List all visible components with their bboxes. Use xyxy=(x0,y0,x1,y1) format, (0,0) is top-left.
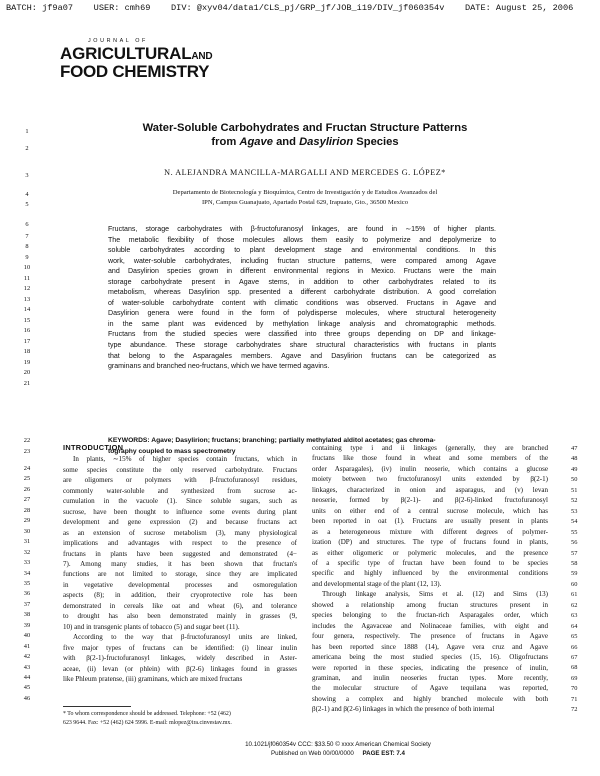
footer-published: Published on Web 00/00/0000 xyxy=(271,749,354,757)
line-number: 53 xyxy=(571,507,578,515)
batch-header-line: BATCH: jf9a07 USER: cmh69 DIV: @xyv04/data1/CLS_pj/GRP_jf/JOB_i19/DIV_jf060354v DATE: August 25, 2006 xyxy=(6,3,574,13)
body-line: aceae, (ii) levan (or phlein) with β(2-6) linkages found in grasses xyxy=(63,664,297,673)
left-column-text xyxy=(63,454,297,684)
line-number: 34 xyxy=(23,569,31,577)
body-line: and developmental stage of the plant (12, 13). xyxy=(312,579,442,588)
abstract-line: The metabolic flexibility of those molecules allows them easily to polymerize and depolymerize to xyxy=(108,236,496,244)
line-number: 7 xyxy=(25,233,29,240)
body-line: as either oligomeric or polymeric molecules, and the presence xyxy=(312,548,548,557)
line-number: 45 xyxy=(23,684,31,692)
line-number: 27 xyxy=(23,496,31,504)
abstract-line: of water-soluble carbohydrate content with climatic conditions was observed. Fructans in Agave and xyxy=(108,299,496,307)
body-line: fructans like those found in wheat and some members of the xyxy=(312,454,548,463)
line-number: 35 xyxy=(23,579,31,587)
body-line: units on either end of a central sucrose molecule, which has xyxy=(312,506,548,515)
title-and: and xyxy=(272,136,300,148)
title-pre: from xyxy=(211,136,240,148)
body-line: development and gene expression (2) and because fructans act xyxy=(63,518,297,527)
line-number: 61 xyxy=(571,591,578,599)
abstract-line: that belong to the Asparagales members. Agave and Dasylirion fructans can be categorized as xyxy=(108,352,496,360)
line-number: 55 xyxy=(571,528,578,536)
footer-doi-line: 10.1021/jf060354v CCC: $33.50 © xxxx American Chemical Society xyxy=(245,741,431,748)
body-line: 10) and in transgenic plants of tobacco (5) and sugar beet (11). xyxy=(63,622,240,631)
journal-logo xyxy=(60,39,212,80)
line-number: 11 xyxy=(23,275,31,282)
line-number: 24 xyxy=(23,465,31,472)
line-number: 40 xyxy=(23,632,31,640)
abstract-line: Fructans, storage carbohydrates with β-fructofuranosyl linkages, are found in ∼15% of higher plants. xyxy=(108,226,496,233)
body-line: the molecular structure of Agave tequilana was reported, xyxy=(312,684,548,693)
line-number: 36 xyxy=(23,590,31,598)
line-number: 52 xyxy=(571,497,578,505)
title-post: Species xyxy=(353,136,399,148)
line-number: 65 xyxy=(571,633,578,641)
line-number: 3 xyxy=(25,172,29,179)
line-number: 56 xyxy=(571,539,578,547)
body-line: moiety between two fructofuranosyl units extended by β(2-1) xyxy=(312,475,548,484)
body-line: includes the Agavaceae and Nolinaceae families, with eight and xyxy=(312,621,548,630)
line-number: 26 xyxy=(23,485,31,493)
introduction-heading: INTRODUCTION xyxy=(63,443,124,452)
line-number: 1 xyxy=(25,128,29,135)
title-line1: Water-Soluble Carbohydrates and Fructan Structure Patterns xyxy=(142,122,468,134)
body-line: linkages, characterized in onion and asparagus, and (v) levan xyxy=(312,485,548,494)
line-number: 13 xyxy=(23,296,31,303)
affiliation-line2: IPN, Campus Guanajuato, Apartado Postal 629, Irapuato, Gto., 36500 Mexico xyxy=(201,199,409,206)
body-line: to drought has also been demonstrated mainly in grasses (9, xyxy=(63,612,297,621)
line-number: 64 xyxy=(571,622,578,630)
body-line: containing type i and ii linkages (generally, they are branched xyxy=(312,444,548,452)
abstract-line: soluble carbohydrates according to plant development stage and environmental conditions. In this xyxy=(108,247,496,255)
body-line: has been reported since 1888 (14), Agave vera cruz and Agave xyxy=(312,642,548,651)
line-number: 43 xyxy=(23,663,31,671)
title-line2 xyxy=(90,135,520,149)
body-line: showing a complex and highly branched molecule with both xyxy=(312,694,548,703)
abstract xyxy=(108,225,496,373)
body-line: like Phleum pratense, (iii) graminans, which are mixed fructans xyxy=(63,674,243,683)
line-number: 10 xyxy=(23,264,31,271)
body-line: In plants, ∼15% of higher species contain fructans, which in xyxy=(73,455,297,464)
line-number: 58 xyxy=(571,559,578,567)
footnote xyxy=(63,710,297,728)
line-number: 41 xyxy=(23,642,31,650)
body-line: americana being the most studied species (15, 16). Oligofructans xyxy=(312,653,548,662)
body-line: species belonging to the fructan-rich Asparagales order, which xyxy=(312,611,548,620)
left-column xyxy=(63,443,297,684)
line-number: 66 xyxy=(571,643,578,651)
line-number: 22 xyxy=(23,437,31,444)
line-number: 60 xyxy=(571,580,578,588)
line-number: 6 xyxy=(25,221,29,228)
line-number: 32 xyxy=(23,548,31,556)
keywords-label: KEYWORDS: xyxy=(108,437,150,444)
abstract-line: type abundance. These storage carbohydrates share structural characteristics with fructans in plants xyxy=(108,342,496,350)
line-number: 4 xyxy=(25,191,29,198)
line-number: 9 xyxy=(25,254,29,261)
body-line: showed a relationship among fructan structures present in xyxy=(312,600,548,609)
body-line: four genera, respectively. The presence of fructans in Agave xyxy=(312,632,548,641)
body-line: ization (DP) and structures. The type of fructans found in plants, xyxy=(312,538,548,547)
line-number: 33 xyxy=(23,559,31,567)
line-number: 17 xyxy=(23,338,31,345)
body-line: β(2-1) and β(2-6) linkages in which the presence of both internal xyxy=(312,705,495,714)
line-number: 37 xyxy=(23,600,31,608)
line-number: 23 xyxy=(23,448,31,455)
line-number: 16 xyxy=(23,327,31,334)
body-line: as a heterogeneous mixture with different degrees of polymer- xyxy=(312,527,548,536)
body-line: neoserie, formed by β(2-1)- and β(2-6)-linked fructofuranosyl xyxy=(312,496,548,505)
body-line: with β(2-1)-fructofuranosyl linkages, widely described in Aster- xyxy=(63,654,297,663)
line-number: 25 xyxy=(23,475,31,483)
body-line: five major types of fructans can be identified: (i) linear inulin xyxy=(63,643,297,652)
body-line: order Asparagales), (iv) inulin neoserie, which contains a glucose xyxy=(312,464,548,473)
journal-word-and: AND xyxy=(191,51,213,63)
abstract-line: metabolism, whereas Dasylirion spp. presented a different carbohydrate distribution. A good correlation xyxy=(108,289,496,297)
line-number: 18 xyxy=(23,348,31,355)
footnote-line2: 623 9644. Fax: +52 (462) 624 5996. E-mail: mlopez@ira.cinvestav.mx. xyxy=(63,720,232,726)
body-line: aspects (8); in addition, their cryoprotective role has been xyxy=(63,591,297,600)
line-number: 51 xyxy=(571,486,578,494)
authors: N. ALEJANDRA MANCILLA-MARGALLI AND MERCEDES G. LÓPEZ* xyxy=(164,168,446,177)
body-line: in vegetative developmental processes and osmoregulation xyxy=(63,580,297,589)
abstract-line: graminans and branched neo-fructans, which we have termed agavins. xyxy=(108,363,330,371)
affiliation xyxy=(110,188,500,208)
abstract-line: work, water-soluble carbohydrates, including fructan structure patterns, were compared among Agave xyxy=(108,257,496,265)
footnote-rule xyxy=(63,706,131,707)
line-number: 57 xyxy=(571,549,578,557)
body-line: demonstrated in cereals like oat and wheat (6), and tolerance xyxy=(63,601,297,610)
body-line: been reported in oat (1). Fructans are usually present in plants xyxy=(312,517,548,526)
abstract-line: Dasylirion genera were found in the form of polydisperse molecules, where structural heterogeneity xyxy=(108,310,496,318)
article-title xyxy=(90,121,520,149)
right-column xyxy=(312,443,548,715)
line-number: 14 xyxy=(23,306,31,313)
body-line: as an extension of sucrose metabolism (3), many physiological xyxy=(63,528,297,537)
line-number: 31 xyxy=(23,538,31,546)
line-number: 38 xyxy=(23,611,31,619)
journal-kicker: JOURNAL OF xyxy=(88,38,148,44)
line-number: 59 xyxy=(571,570,578,578)
journal-name-line1 xyxy=(60,45,212,62)
line-number: 48 xyxy=(571,455,578,463)
footnote-line1: * To whom correspondence should be addressed. Telephone: +52 (462) xyxy=(63,711,231,717)
abstract-line: Fructans from the studied species were classified into three groups depending on DP and linkage- xyxy=(108,331,496,339)
line-number: 28 xyxy=(23,506,31,514)
line-number: 71 xyxy=(571,695,578,703)
right-column-text xyxy=(312,443,548,715)
line-number: 20 xyxy=(23,369,31,376)
body-line: 7). Among many studies, it has been shown that fructan's xyxy=(63,559,297,568)
abstract-line: in the same plant was evidenced by methylation linkage analysis and chromatographic methods. xyxy=(108,320,496,328)
line-number: 72 xyxy=(571,706,578,714)
line-number: 69 xyxy=(571,674,578,682)
body-line: cumulation in the vacuole (1). Since soluble sugars, such as xyxy=(63,497,297,506)
line-number: 39 xyxy=(23,621,31,629)
line-number: 15 xyxy=(23,317,31,324)
line-number: 21 xyxy=(23,380,31,387)
line-number: 19 xyxy=(23,359,31,366)
line-number: 46 xyxy=(23,694,31,702)
body-line: were reported in these species, indicating the presence of inulin, xyxy=(312,663,548,672)
title-agave: Agave xyxy=(239,136,273,148)
line-number: 50 xyxy=(571,476,578,484)
body-line: commonly water-soluble and synthesized from sucrose ac- xyxy=(63,486,297,495)
journal-word-agricultural: AGRICULTURAL xyxy=(60,44,192,64)
body-line: sucrose, have been thought to influence some events during plant xyxy=(63,507,297,516)
line-number: 44 xyxy=(23,674,31,681)
abstract-line: and Dasylirion species grown in different environmental regions in Mexico. Fructans were the main xyxy=(108,268,496,276)
title-dasylirion: Dasylirion xyxy=(299,136,354,148)
line-number: 2 xyxy=(25,145,29,152)
line-number: 30 xyxy=(23,527,31,535)
body-line: fructans in plants have been suggested and demonstrated (4− xyxy=(63,549,297,558)
body-line: of a specific type of fructan have been found to be species xyxy=(312,558,548,567)
page-footer xyxy=(228,741,448,758)
body-line: Through linkage analysis, Sims et al. (12) and Sims (13) xyxy=(322,590,548,599)
line-number: 62 xyxy=(571,601,578,609)
body-line: graminan, and inulin neoseries fructan types. More recently, xyxy=(312,673,548,682)
line-number: 49 xyxy=(571,465,578,473)
affiliation-line1: Departamento de Biotecnología y Bioquímica, Centro de Investigación y de Estudios Avanzados del xyxy=(172,189,438,196)
body-line: specific and highly influenced by the environmental conditions xyxy=(312,569,548,578)
abstract-line: storage carbohydrate present in Agave stems, in addition to other carbohydrates related to its xyxy=(108,278,496,286)
line-number: 29 xyxy=(23,517,31,525)
page-estimate: PAGE EST: 7.4 xyxy=(362,749,405,757)
journal-name-line2: FOOD CHEMISTRY xyxy=(60,62,210,82)
keywords-text1: Agave; Dasylirion; fructans; branching; partially methylated alditol acetates; gas chroma- xyxy=(151,437,436,444)
line-number: 70 xyxy=(571,685,578,693)
line-number: 67 xyxy=(571,654,578,661)
body-line: implications and advantages with respect to the presence of xyxy=(63,539,297,548)
keywords-line2: tography coupled to mass spectrometry xyxy=(108,447,236,455)
line-number: 12 xyxy=(23,285,31,292)
body-line: According to the way that β-fructofuranosyl units are linked, xyxy=(73,633,297,642)
line-number: 42 xyxy=(23,653,31,661)
body-line: functions are not limited to storage, since they are implicated xyxy=(63,570,297,579)
line-number: 54 xyxy=(571,518,578,526)
body-line: are oligomers or polymers with β-fructofuranosyl residues, xyxy=(63,476,297,485)
footer-published-line xyxy=(228,750,448,759)
line-number: 63 xyxy=(571,612,578,620)
line-number: 5 xyxy=(25,201,29,208)
line-number: 47 xyxy=(571,445,578,452)
body-line: some species constitute the only reserved carbohydrate. Fructans xyxy=(63,465,297,474)
line-number: 8 xyxy=(25,243,29,250)
line-number: 68 xyxy=(571,664,578,672)
